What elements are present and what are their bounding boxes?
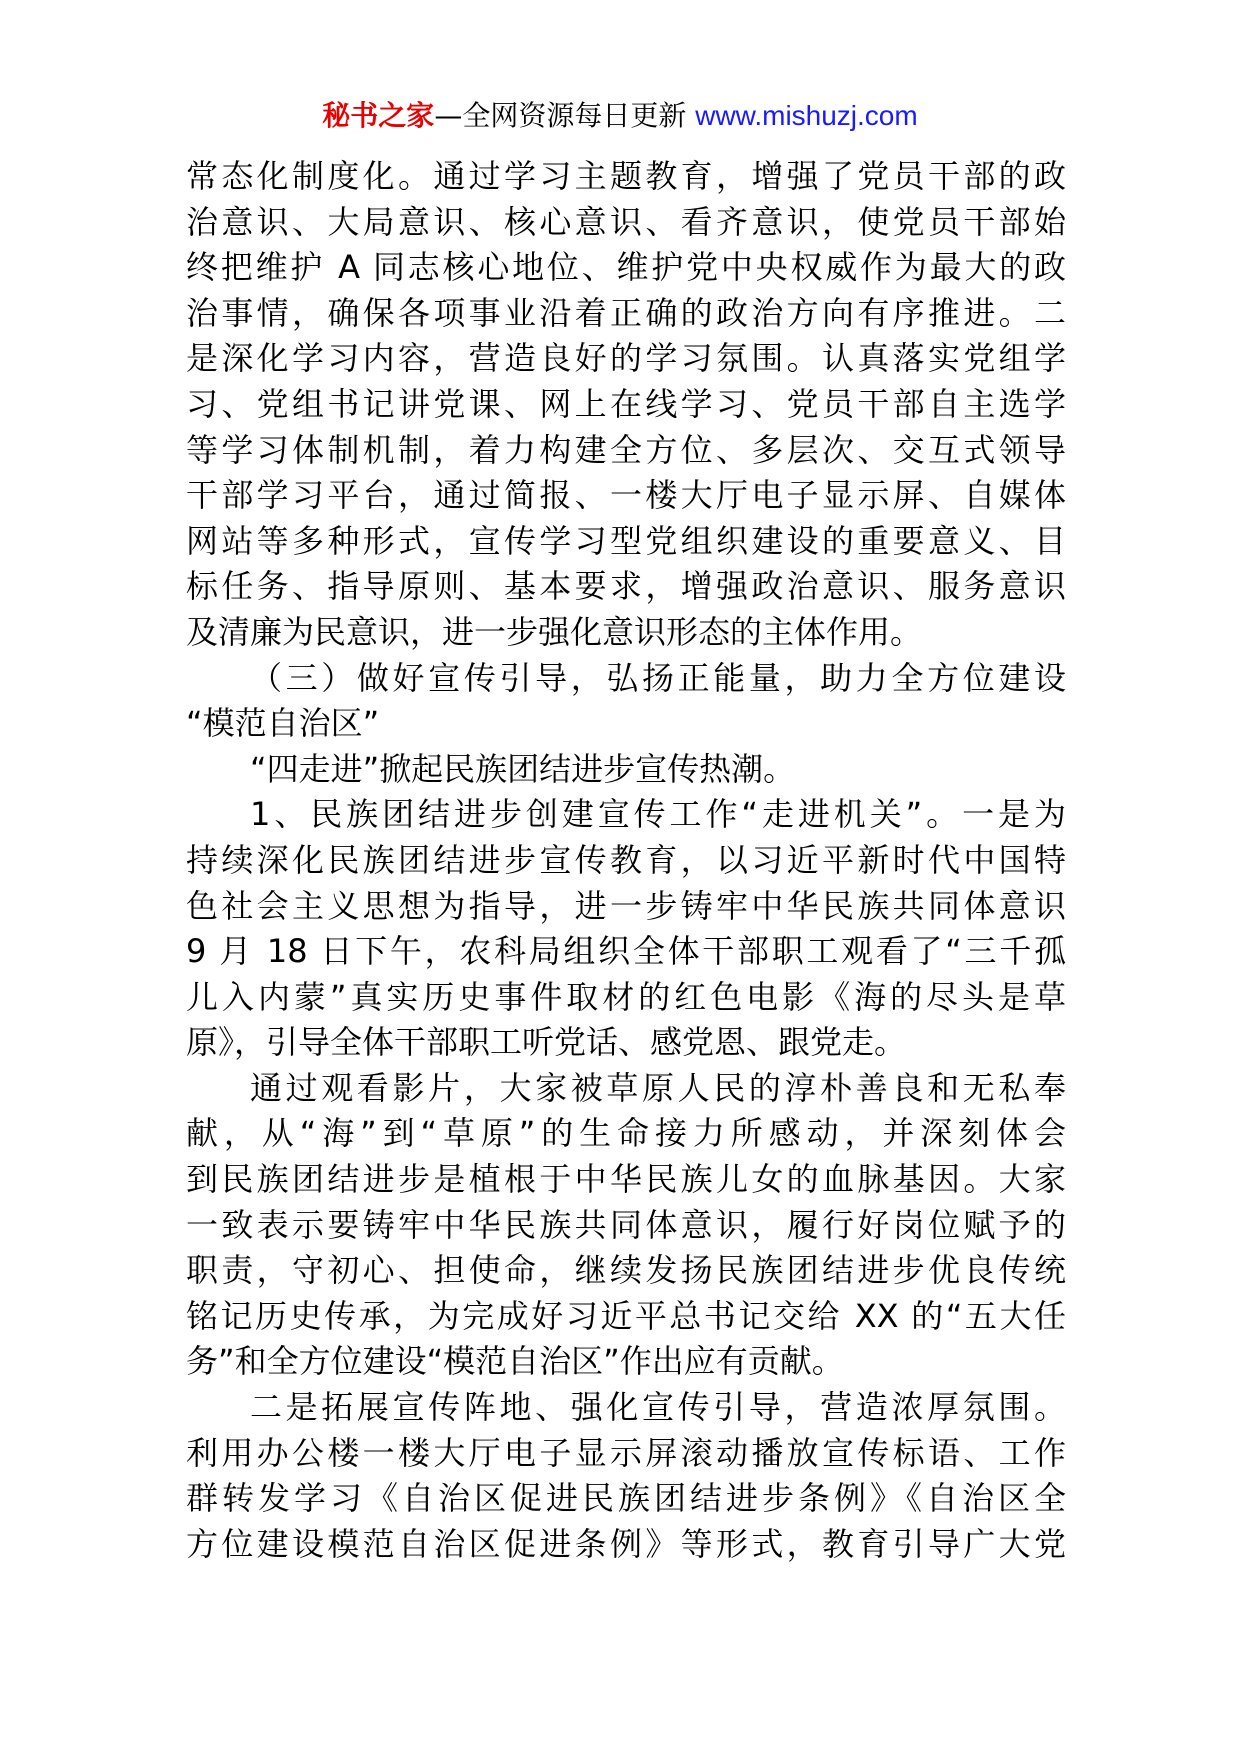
text-line: 及清廉为民意识，进一步强化意识形态的主体作用。 [186,612,923,651]
text-line: “四走进”掀起民族团结进步宣传热潮。 [250,749,796,788]
text-line: 方位建设模范自治区促进条例》等形式，教育引导广大党 [186,1524,1066,1563]
text-line: 色社会主义思想为指导，进一步铸牢中华民族共同体意识 [186,886,1066,925]
text-line: 习、党组书记讲党课、网上在线学习、党员干部自主选学 [186,384,1066,423]
text-line: 二是拓展宣传阵地、强化宣传引导，营造浓厚氛围。 [250,1388,1066,1427]
section-heading: （三）做好宣传引导，弘扬正能量，助力全方位建设 [250,658,1066,697]
text-line: 职责，守初心、担使命，继续发扬民族团结进步优良传统 [186,1251,1066,1290]
header-slogan: —全网资源每日更新 [434,99,696,132]
text-line: 原》，引导全体干部职工听党话、感党恩、跟党走。 [186,1023,907,1062]
text-line: 治意识、大局意识、核心意识、看齐意识，使党员干部始 [186,202,1066,241]
brand-name: 秘书之家 [322,99,435,132]
text-line: 通过观看影片，大家被草原人民的淳朴善良和无私奉 [250,1068,1066,1107]
text-line: 1、民族团结进步创建宣传工作“走进机关”。一是为 [250,795,1066,834]
text-line: 利用办公楼一楼大厅电子显示屏滚动播放宣传标语、工作 [186,1433,1066,1472]
document-body [186,154,1066,1567]
text-line: 献，从“海”到“草原”的生命接力所感动，并深刻体会 [186,1114,1066,1153]
text-line: 标任务、指导原则、基本要求，增强政治意识、服务意识 [186,567,1066,606]
text-line: 干部学习平台，通过简报、一楼大厅电子显示屏、自媒体 [186,476,1066,515]
text-line: 治事情，确保各项事业沿着正确的政治方向有序推进。二 [186,293,1066,332]
site-url-link[interactable]: www.mishuzj.com [695,100,918,131]
text-line: 群转发学习《自治区促进民族团结进步条例》《自治区全 [186,1479,1066,1518]
text-line: 常态化制度化。通过学习主题教育，增强了党员干部的政 [186,157,1066,195]
site-header [0,96,1240,136]
text-line: 9 月 18 日下午，农科局组织全体干部职工观看了“三千孤 [186,932,1066,971]
text-line: 到民族团结进步是植根于中华民族儿女的血脉基因。大家 [186,1160,1066,1199]
text-line: 持续深化民族团结进步宣传教育，以习近平新时代中国特 [186,840,1066,879]
text-line: 等学习体制机制，着力构建全方位、多层次、交互式领导 [186,430,1066,469]
text-line: 儿入内蒙”真实历史事件取材的红色电影《海的尽头是草 [186,977,1066,1016]
text-line: 终把维护 A 同志核心地位、维护党中央权威作为最大的政 [186,248,1066,287]
section-heading-cont: “模范自治区” [186,704,380,743]
text-line: 铭记历史传承，为完成好习近平总书记交给 XX 的“五大任 [186,1296,1066,1335]
text-line: 一致表示要铸牢中华民族共同体意识，履行好岗位赋予的 [186,1205,1066,1244]
text-line: 是深化学习内容，营造良好的学习氛围。认真落实党组学 [186,339,1066,378]
text-line: 务”和全方位建设“模范自治区”作出应有贡献。 [186,1342,844,1381]
text-line: 网站等多种形式，宣传学习型党组织建设的重要意义、目 [186,521,1066,560]
